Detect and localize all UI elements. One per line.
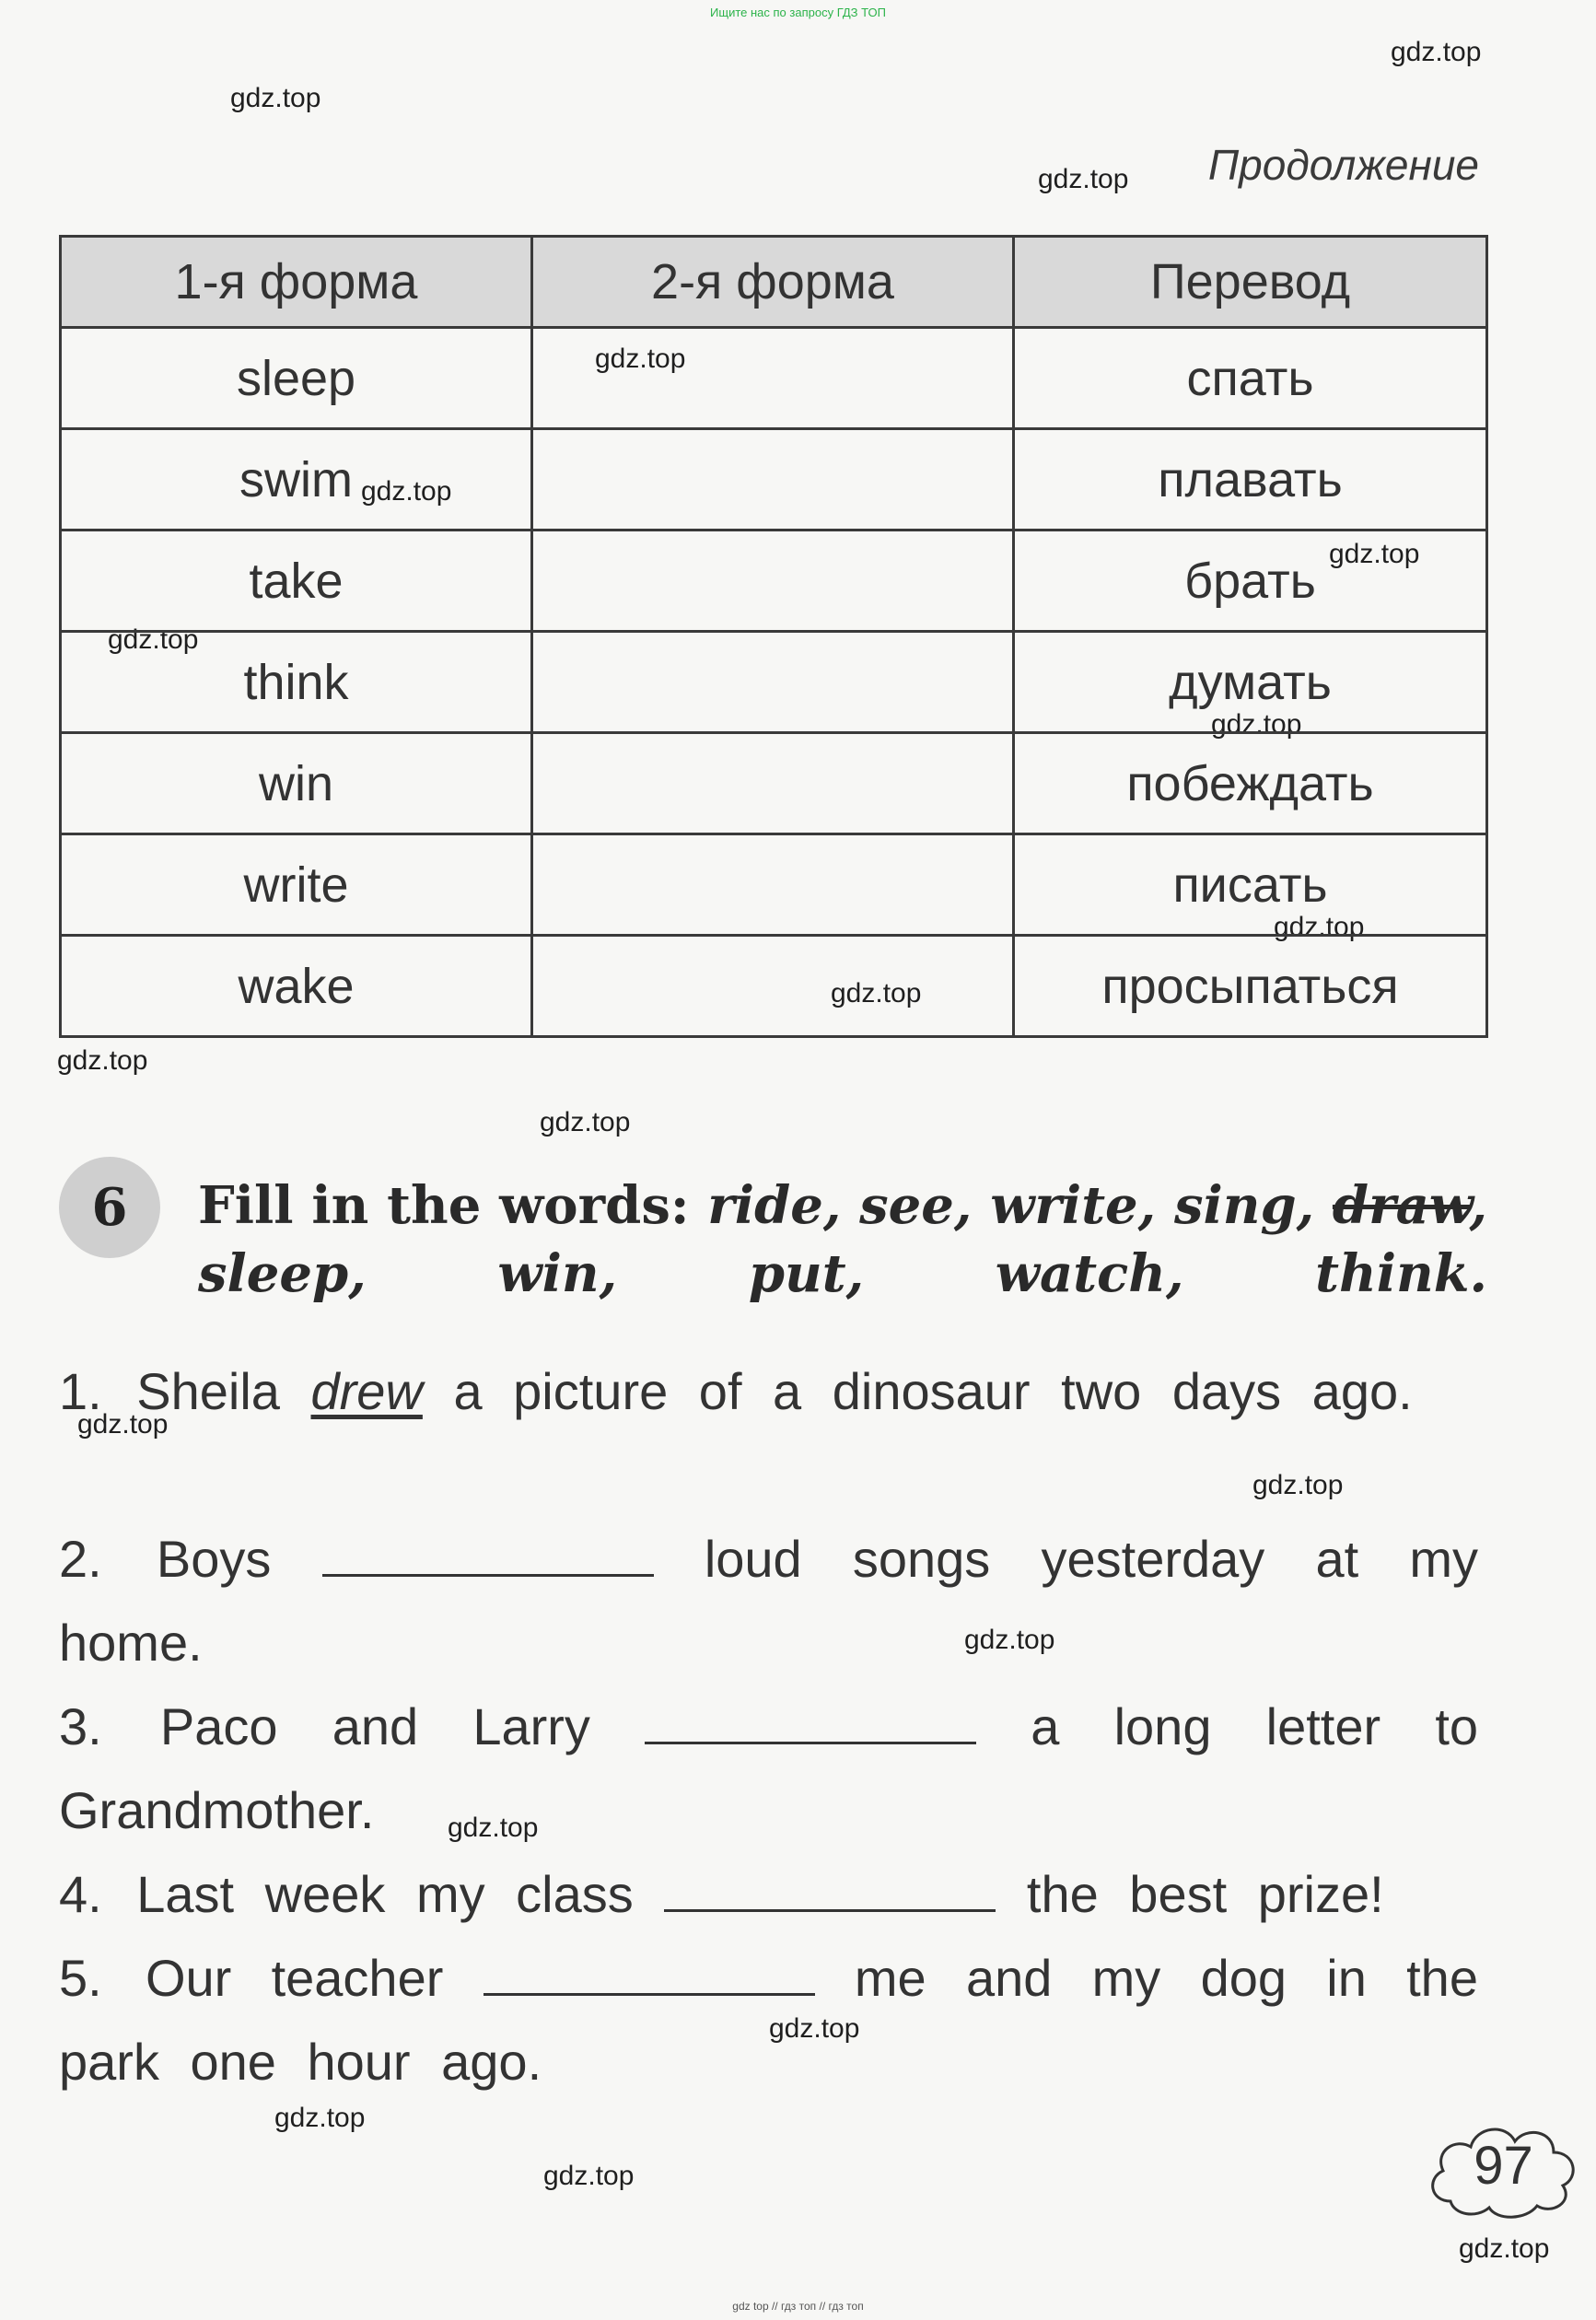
watermark: gdz.top [1459,2233,1550,2264]
word-option: sleep, [198,1243,367,1304]
watermark: gdz.top [1274,912,1365,942]
sentence-text: Sheila [136,1362,280,1420]
column-header: 1-я форма [61,237,532,328]
sentence-text: Our teacher [145,1949,444,2007]
first-form-cell: take [61,530,532,632]
sentence-text: a long letter to Grandmother. [59,1697,1479,1839]
translation-cell: думать [1014,632,1487,733]
translation-cell: писать [1014,834,1487,936]
bottom-banner: gdz top // гдз топ // гдз топ [732,2300,864,2313]
watermark: gdz.top [831,978,922,1008]
watermark: gdz.top [108,624,199,655]
sentence-text: Boys [156,1530,272,1588]
answer-blank[interactable] [483,1956,815,1996]
second-form-cell[interactable] [532,936,1014,1037]
sentence-2 [59,1517,1478,1685]
word-option: win, [497,1243,618,1304]
watermark: gdz.top [361,476,452,507]
translation-cell: спать [1014,328,1487,429]
word-option: see, [859,1175,973,1236]
word-option: put, [748,1243,865,1304]
sentence-text: loud songs yesterday at my home. [59,1530,1479,1672]
word-option: think. [1315,1243,1488,1304]
second-form-cell[interactable] [532,733,1014,834]
table-row [61,632,1487,733]
first-form-cell: swim [61,429,532,530]
watermark: gdz.top [540,1107,631,1137]
sentence-text: me and my dog in the park one hour ago. [59,1949,1478,2091]
table-row [61,936,1487,1037]
watermark: gdz.top [230,83,321,113]
first-form-cell: think [61,632,532,733]
verb-forms-table [59,235,1488,1038]
word-option: watch, [995,1243,1184,1304]
sentence-5 [59,1936,1478,2104]
second-form-cell[interactable] [532,530,1014,632]
translation-cell: побеждать [1014,733,1487,834]
watermark: gdz.top [448,1813,539,1843]
sentence-number: 1. [59,1362,102,1420]
watermark: gdz.top [77,1409,169,1440]
table-header-row [61,237,1487,328]
word-option-comma: , [1469,1175,1488,1236]
watermark: gdz.top [274,2103,366,2133]
sentence-4 [59,1852,1478,1936]
word-option: write, [990,1175,1157,1236]
watermark: gdz.top [1329,539,1420,569]
answer-blank[interactable] [664,1872,996,1912]
first-form-cell: write [61,834,532,936]
answer-filled[interactable]: drew [310,1362,423,1420]
sentence-3 [59,1685,1478,1852]
translation-cell: брать [1014,530,1487,632]
watermark: gdz.top [1391,37,1482,67]
watermark: gdz.top [57,1045,148,1076]
word-option-used: draw [1332,1175,1470,1236]
watermark: gdz.top [595,344,686,374]
watermark: gdz.top [769,2013,860,2044]
watermark: gdz.top [964,1625,1055,1655]
exercise-number-badge: 6 [59,1157,160,1258]
first-form-cell: sleep [61,328,532,429]
watermark: gdz.top [1252,1470,1344,1500]
exercise-instruction [198,1172,1487,1308]
column-header: Перевод [1014,237,1487,328]
sentence-text: the best prize! [1026,1865,1384,1923]
translation-cell: плавать [1014,429,1487,530]
top-banner: Ищите нас по запросу ГДЗ ТОП [710,6,886,19]
second-form-cell[interactable] [532,328,1014,429]
table-row [61,429,1487,530]
answer-blank[interactable] [645,1705,976,1744]
sentence-text: Paco and Larry [159,1697,590,1755]
second-form-cell[interactable] [532,632,1014,733]
translation-cell: просыпаться [1014,936,1487,1037]
continued-label: Продолжение [1207,141,1479,189]
instruction-lead: Fill in the words: [198,1175,690,1236]
table-row [61,530,1487,632]
sentence-number: 4. [59,1865,102,1923]
sentence-number: 2. [59,1530,102,1588]
page-number: 97 [1474,2136,1533,2196]
first-form-cell: win [61,733,532,834]
answer-blank[interactable] [322,1537,654,1577]
watermark: gdz.top [1038,164,1129,194]
sentence-number: 3. [59,1697,102,1755]
sentence-text: a picture of a dinosaur two days ago. [453,1362,1413,1420]
word-option: ride, [707,1175,842,1236]
second-form-cell[interactable] [532,429,1014,530]
first-form-cell: wake [61,936,532,1037]
table-row [61,834,1487,936]
table-row [61,328,1487,429]
word-option: sing, [1173,1175,1315,1236]
second-form-cell[interactable] [532,834,1014,936]
watermark: gdz.top [543,2161,635,2191]
column-header: 2-я форма [532,237,1014,328]
table-row [61,733,1487,834]
sentence-text: Last week my class [136,1865,634,1923]
watermark: gdz.top [1211,709,1302,740]
sentence-number: 5. [59,1949,102,2007]
sentence-1 [59,1349,1478,1433]
